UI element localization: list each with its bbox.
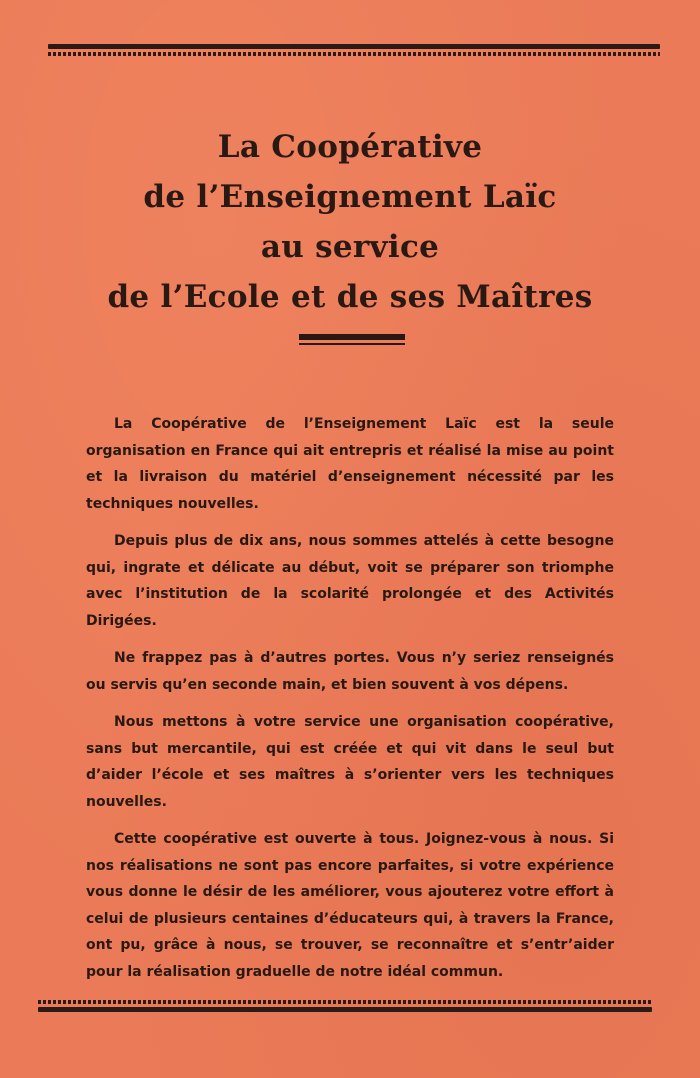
top-decorative-rule [48,44,660,56]
title-line-2: de l’Enseignement Laïc [143,179,557,215]
document-title [60,122,640,322]
title-line-1: La Coopérative [217,129,483,165]
bottom-decorative-rule [38,1000,652,1012]
title-separator [299,334,405,345]
bottom-rule-thick-line [38,1007,652,1012]
paragraph-2: Depuis plus de dix ans, nous sommes attelés à cette besogne qui, ingrate et délicate au début, voit se préparer son triomphe avec l’institution de la scolarité prolongée et des Activités Dirigées. [86,533,614,629]
title-line-3: au service [260,229,440,265]
separator-thick-bar [299,334,405,340]
bottom-rule-dotted-line [38,1000,652,1004]
paragraph-1: La Coopérative de l’Enseignement Laïc est la seule organisation en France qui ait entrepris et réalisé la mise au point et la livraison du matériel d’enseignement nécessité par les techniques nouvelles. [86,416,614,512]
paragraph-4: Nous mettons à votre service une organisation coopérative, sans but mercantile, qui est créée et qui vit dans le seul but d’aider l’école et ses maîtres à s’orienter vers les techniques nouvelles. [86,714,614,810]
separator-thin-bar [299,343,405,345]
body-text [86,411,614,996]
top-rule-dotted-line [48,52,660,56]
title-line-4: de l’Ecole et de ses Maîtres [107,279,593,315]
paragraph-3: Ne frappez pas à d’autres portes. Vous n’y seriez renseignés ou servis qu’en seconde main, et bien souvent à vos dépens. [86,650,614,693]
top-rule-thick-line [48,44,660,49]
paragraph-5: Cette coopérative est ouverte à tous. Joignez-vous à nous. Si nos réalisations ne sont pas encore parfaites, si votre expérience vous donne le désir de les améliorer, vous ajouterez votre effort à celui de plusieurs centaines d’éducateurs qui, à travers la France, ont pu, grâce à nous, se trouver, se reconnaître et s’entr’aider pour la réalisation graduelle de notre idéal commun. [86,831,614,980]
